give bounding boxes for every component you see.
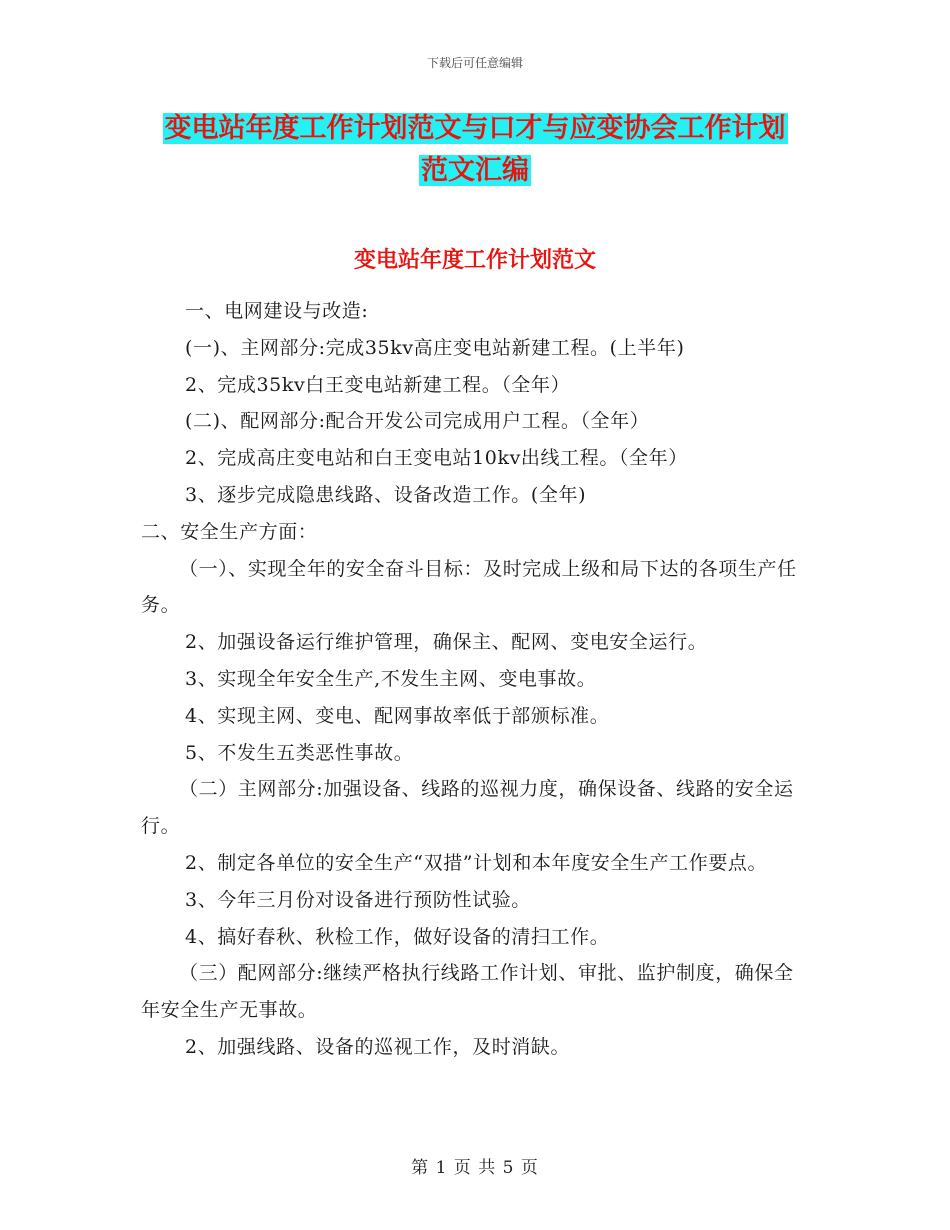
paragraph: 2、完成高庄变电站和白王变电站10kv出线工程。（全年） [185, 447, 688, 470]
document-title [140, 108, 810, 192]
paragraph: （三）配网部分:继续严格执行线路工作计划、审批、监护制度，确保全年安全生产无事故。 [141, 962, 794, 1022]
paragraph: 2、加强设备运行维护管理，确保主、配网、变电安全运行。 [185, 631, 708, 654]
paragraph: (二)、配网部分:配合开发公司完成用户工程。（全年） [185, 410, 650, 433]
paragraph: 3、实现全年安全生产,不发生主网、变电事故。 [185, 667, 597, 690]
paragraph: 2、加强线路、设备的巡视工作，及时消缺。 [185, 1035, 571, 1058]
paragraph: （二）主网部分:加强设备、线路的巡视力度，确保设备、线路的安全运行。 [141, 778, 794, 838]
page-footer: 第 1 页 共 5 页 [411, 1158, 539, 1178]
document-title-line-2: 范文汇编 [421, 155, 529, 186]
paragraph: 2、制定各单位的安全生产“双措”计划和本年度安全生产工作要点。 [185, 851, 768, 874]
section-title: 变电站年度工作计划范文 [353, 248, 596, 273]
paragraph: 二、安全生产方面： [141, 520, 318, 543]
paragraph: 2、完成35kv白王变电站新建工程。（全年） [185, 373, 571, 396]
paragraph: 4、搞好春秋、秋检工作，做好设备的清扫工作。 [185, 925, 610, 948]
paragraph: （一）、实现全年的安全奋斗目标：及时完成上级和局下达的各项生产任务。 [141, 557, 797, 617]
header-note: 下载后可任意编辑 [426, 56, 523, 70]
paragraph: 3、今年三月份对设备进行预防性试验。 [185, 888, 531, 911]
paragraph: 4、实现主网、变电、配网事故率低于部颁标准。 [185, 704, 610, 727]
paragraph: (一)、主网部分:完成35kv高庄变电站新建工程。(上半年) [185, 336, 685, 359]
paragraph: 一、电网建设与改造: [185, 300, 369, 322]
paragraph: 3、逐步完成隐患线路、设备改造工作。(全年) [185, 483, 587, 506]
document-title-line-1: 变电站年度工作计划范文与口才与应变协会工作计划 [164, 113, 786, 144]
document-body [141, 293, 806, 1066]
paragraph: 5、不发生五类恶性事故。 [185, 741, 414, 764]
